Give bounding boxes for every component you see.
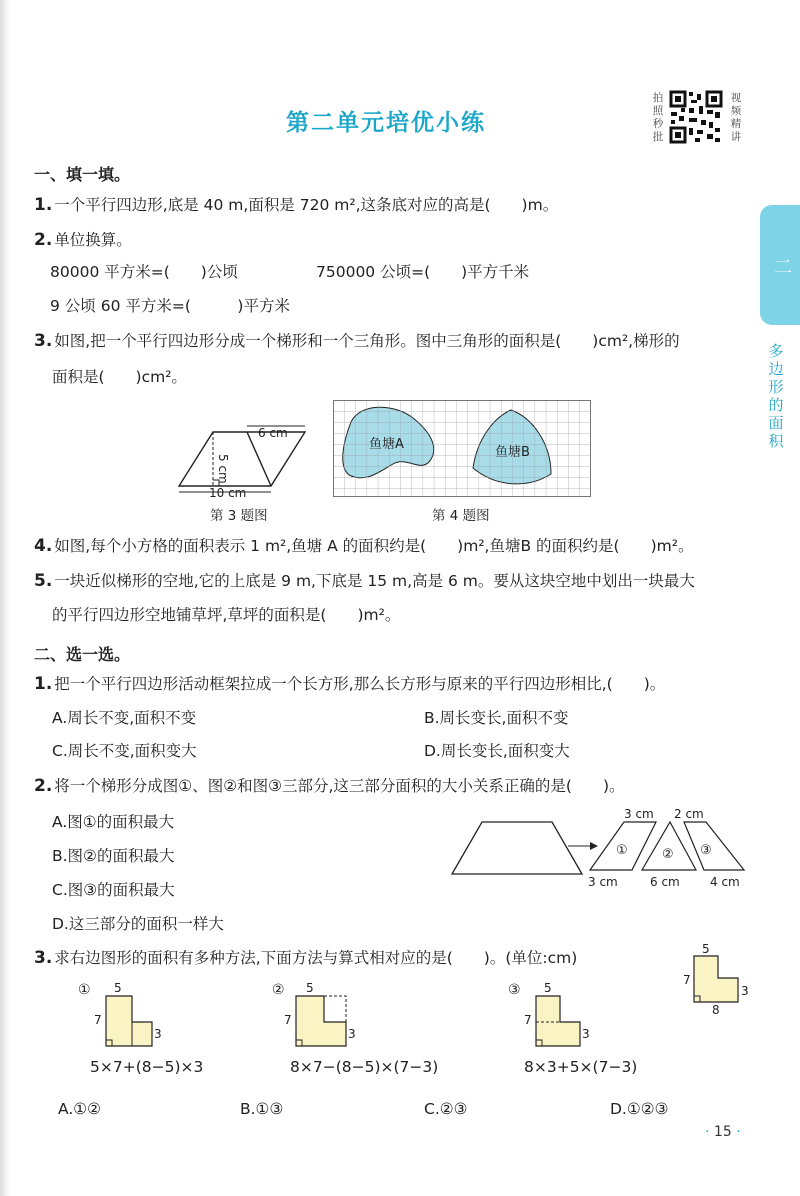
question-1-5: 5. 一块近似梯形的空地,它的上底是 9 m,下底是 15 m,高是 6 m。要从这块空地中划出一块最大	[34, 571, 695, 591]
part-3-parallelogram	[684, 822, 744, 870]
fig-mark-3: ③	[700, 843, 712, 858]
option-2-1-d[interactable]: D.周长变长,面积变大	[424, 742, 570, 760]
question-1-3-cont: 面积是( )cm²。	[52, 368, 187, 386]
fig-mark-2: ②	[662, 847, 674, 862]
arrow-head-icon	[590, 842, 598, 850]
fig4-caption: 第 4 题图	[432, 508, 490, 524]
question-1-1: 1. 一个平行四边形,底是 40 m,面积是 720 m²,这条底对应的高是( )m。	[34, 195, 559, 215]
method-2-dim-right: 3	[348, 1027, 356, 1041]
fig3-top-label: 6 cm	[258, 426, 288, 440]
chapter-side-label: 多 边 形 的 面 积	[768, 342, 784, 450]
fig3-base-label: 10 cm	[209, 486, 247, 500]
section2-heading: 二、选一选。	[34, 645, 131, 664]
qr-code-icon[interactable]	[669, 90, 723, 144]
method-2-figure	[270, 978, 370, 1054]
method-2-dim-left: 7	[284, 1013, 292, 1027]
method-3-outline	[536, 996, 580, 1046]
method-3-dim-top: 5	[544, 981, 552, 995]
dim-right: 3	[741, 984, 749, 998]
option-2-1-c[interactable]: C.周长不变,面积变大	[52, 742, 197, 760]
method-1-dim-right: 3	[154, 1027, 162, 1041]
option-2-3-c[interactable]: C.②③	[424, 1100, 468, 1118]
part-2-triangle	[642, 822, 696, 870]
page-fold-shadow	[0, 0, 10, 1196]
method-2-mark: ②	[272, 982, 285, 998]
question-1-3: 3. 如图,把一个平行四边形分成一个梯形和一个三角形。图中三角形的面积是( )cm²,梯形的	[34, 331, 680, 351]
option-2-3-d[interactable]: D.①②③	[610, 1100, 669, 1118]
fig4-grid	[333, 400, 591, 497]
fig-b1-label: 3 cm	[588, 875, 618, 889]
method-3-dim-left: 7	[524, 1013, 532, 1027]
option-2-3-a[interactable]: A.①②	[58, 1100, 102, 1118]
trapezoid-outline	[452, 822, 582, 874]
method-3-formula: 8×3+5×(7−3)	[524, 1058, 638, 1076]
reference-l-shape	[680, 940, 750, 1015]
question-1-5-cont: 的平行四边形空地铺草坪,草坪的面积是( )m²。	[52, 606, 401, 624]
option-2-2-b[interactable]: B.图②的面积最大	[52, 847, 175, 865]
page-dot-right-icon: ·	[736, 1124, 741, 1140]
option-2-2-c[interactable]: C.图③的面积最大	[52, 881, 175, 899]
conversion-1: 80000 平方米=( )公顷	[50, 263, 238, 281]
option-2-2-a[interactable]: A.图①的面积最大	[52, 813, 175, 831]
method-2-formula: 8×7−(8−5)×(7−3)	[290, 1058, 439, 1076]
cut-line	[247, 432, 271, 486]
method-1-dim-left: 7	[94, 1013, 102, 1027]
method-1-dim-top: 5	[114, 981, 122, 995]
fig-t2-label: 2 cm	[674, 807, 704, 821]
chapter-tab[interactable]	[760, 205, 800, 325]
method-1-outline	[106, 996, 152, 1046]
qr-left-label: 拍 照 秒 批	[652, 92, 664, 143]
dim-top: 5	[702, 942, 710, 956]
method-3-figure	[506, 978, 606, 1054]
fig-mark-1: ①	[616, 843, 628, 858]
qr-right-label: 视 频 精 讲	[730, 92, 742, 143]
method-1-mark: ①	[78, 982, 91, 998]
pond-a-label: 鱼塘A	[369, 437, 404, 452]
dim-bottom: 8	[712, 1003, 720, 1015]
method-1-figure	[76, 978, 176, 1054]
trapezoid-split-figure	[448, 804, 754, 894]
parallelogram-outline	[179, 432, 305, 486]
page-number: · 15 ·	[705, 1124, 741, 1140]
option-2-1-a[interactable]: A.周长不变,面积不变	[52, 709, 197, 727]
page-title: 第二单元培优小练	[286, 110, 486, 136]
option-2-3-b[interactable]: B.①③	[240, 1100, 284, 1118]
chapter-number: 二	[774, 257, 792, 278]
fig3-caption: 第 3 题图	[210, 508, 268, 524]
conversion-2: 750000 公顷=( )平方千米	[316, 263, 530, 281]
option-2-1-b[interactable]: B.周长变长,面积不变	[424, 709, 569, 727]
fig3-parallelogram	[175, 420, 315, 502]
section1-heading: 一、填一填。	[34, 165, 131, 184]
conversion-3: 9 公顷 60 平方米=( )平方米	[50, 297, 290, 315]
fig-t1-label: 3 cm	[624, 807, 654, 821]
question-2-1: 1. 把一个平行四边形活动框架拉成一个长方形,那么长方形与原来的平行四边形相比,( )。	[34, 674, 666, 694]
question-1-4: 4. 如图,每个小方格的面积表示 1 m²,鱼塘 A 的面积约是( )m²,鱼塘B 的面积约是( )m²。	[34, 536, 694, 556]
method-3-mark: ③	[508, 982, 521, 998]
question-2-3: 3. 求右边图形的面积有多种方法,下面方法与算式相对应的是( )。(单位:cm)	[34, 948, 578, 968]
method-1-formula: 5×7+(8−5)×3	[90, 1058, 204, 1076]
fig-b3-label: 4 cm	[710, 875, 740, 889]
question-2-2: 2. 将一个梯形分成图①、图②和图③三部分,这三部分面积的大小关系正确的是( )。	[34, 776, 625, 796]
question-1-2: 2. 单位换算。	[34, 230, 132, 250]
method-3-dim-right: 3	[582, 1027, 590, 1041]
fig-b2-label: 6 cm	[650, 875, 680, 889]
page-dot-left-icon: ·	[705, 1124, 710, 1140]
method-2-dashed	[324, 996, 346, 1022]
option-2-2-d[interactable]: D.这三部分的面积一样大	[52, 915, 224, 933]
l-shape-outline	[694, 956, 738, 1002]
dim-left: 7	[683, 973, 691, 987]
pond-b-label: 鱼塘B	[495, 445, 530, 460]
method-2-dim-top: 5	[306, 981, 314, 995]
fig3-height-label: 5 cm	[216, 454, 230, 484]
method-2-outline	[296, 996, 346, 1046]
